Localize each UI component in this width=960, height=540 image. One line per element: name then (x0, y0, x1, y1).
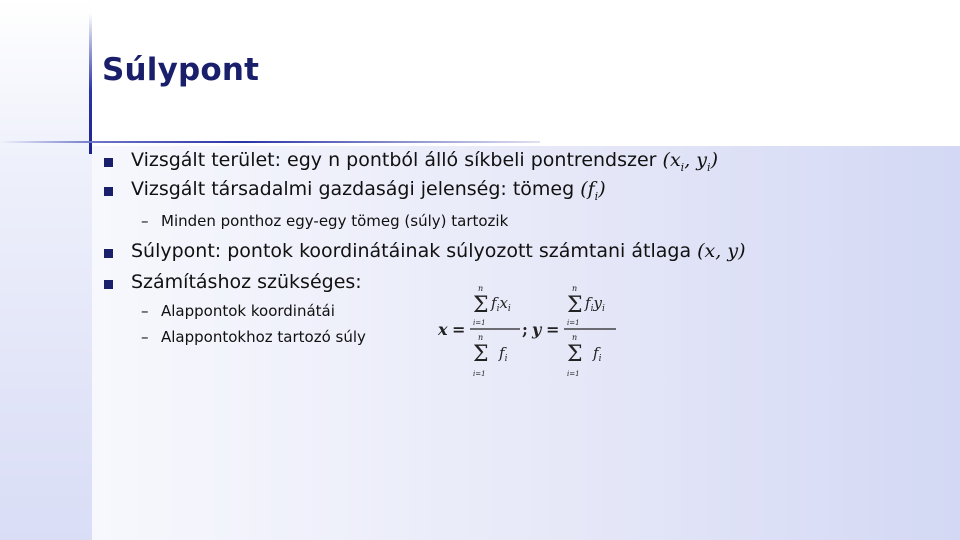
formula-equals: = (452, 320, 466, 339)
sub-bullet-text-2: – Alappontok koordinátái (141, 302, 335, 320)
sum-upper-limit: n (478, 284, 484, 293)
background-left-panel (0, 0, 92, 540)
formula-x-denominator: $f_i$ (499, 344, 508, 364)
bullet-square-icon (104, 280, 113, 289)
bullet-square-icon (104, 249, 113, 258)
sum-upper-limit: n (572, 284, 578, 293)
decorative-vertical-line (89, 14, 92, 154)
bullet-square-icon (104, 158, 113, 167)
slide-title: Súlypont (102, 52, 260, 88)
formula-x-numerator: $f_ix_i$ (491, 294, 511, 314)
bullet-text-2: Vizsgált társadalmi gazdasági jelenség: tömeg $(f_i)$ (131, 178, 606, 203)
sum-lower-limit: i=1 (567, 370, 580, 378)
decorative-horizontal-line (0, 141, 540, 143)
bullet-square-icon (104, 187, 113, 196)
centroid-formula (436, 282, 626, 382)
sum-lower-limit: i=1 (473, 319, 486, 327)
sigma-icon: Σ (473, 293, 489, 318)
sum-upper-limit: n (478, 333, 484, 342)
formula-y-numerator: $f_iy_i$ (585, 294, 605, 314)
sum-upper-limit: n (572, 333, 578, 342)
formula-y-denominator: $f_i$ (593, 344, 602, 364)
sub-bullet-text-3: – Alappontokhoz tartozó súly (141, 328, 366, 346)
formula-separator: ; (522, 320, 528, 339)
formula-y-var: y (532, 320, 542, 339)
sum-lower-limit: i=1 (473, 370, 486, 378)
sigma-icon: Σ (567, 342, 583, 367)
bullet-text-4: Számításhoz szükséges: (131, 271, 362, 293)
formula-equals: = (546, 320, 560, 339)
sigma-icon: Σ (473, 342, 489, 367)
bullet-text-3: Súlypont: pontok koordinátáinak súlyozott számtani átlaga (x, y) (131, 240, 746, 262)
formula-x-var: x (438, 320, 448, 339)
sub-bullet-text-1: – Minden ponthoz egy-egy tömeg (súly) tartozik (141, 212, 509, 230)
sum-lower-limit: i=1 (567, 319, 580, 327)
bullet-text-1: Vizsgált terület: egy n pontból álló síkbeli pontrendszer ($x_i$, $y_i$) (131, 149, 718, 174)
sigma-icon: Σ (567, 293, 583, 318)
